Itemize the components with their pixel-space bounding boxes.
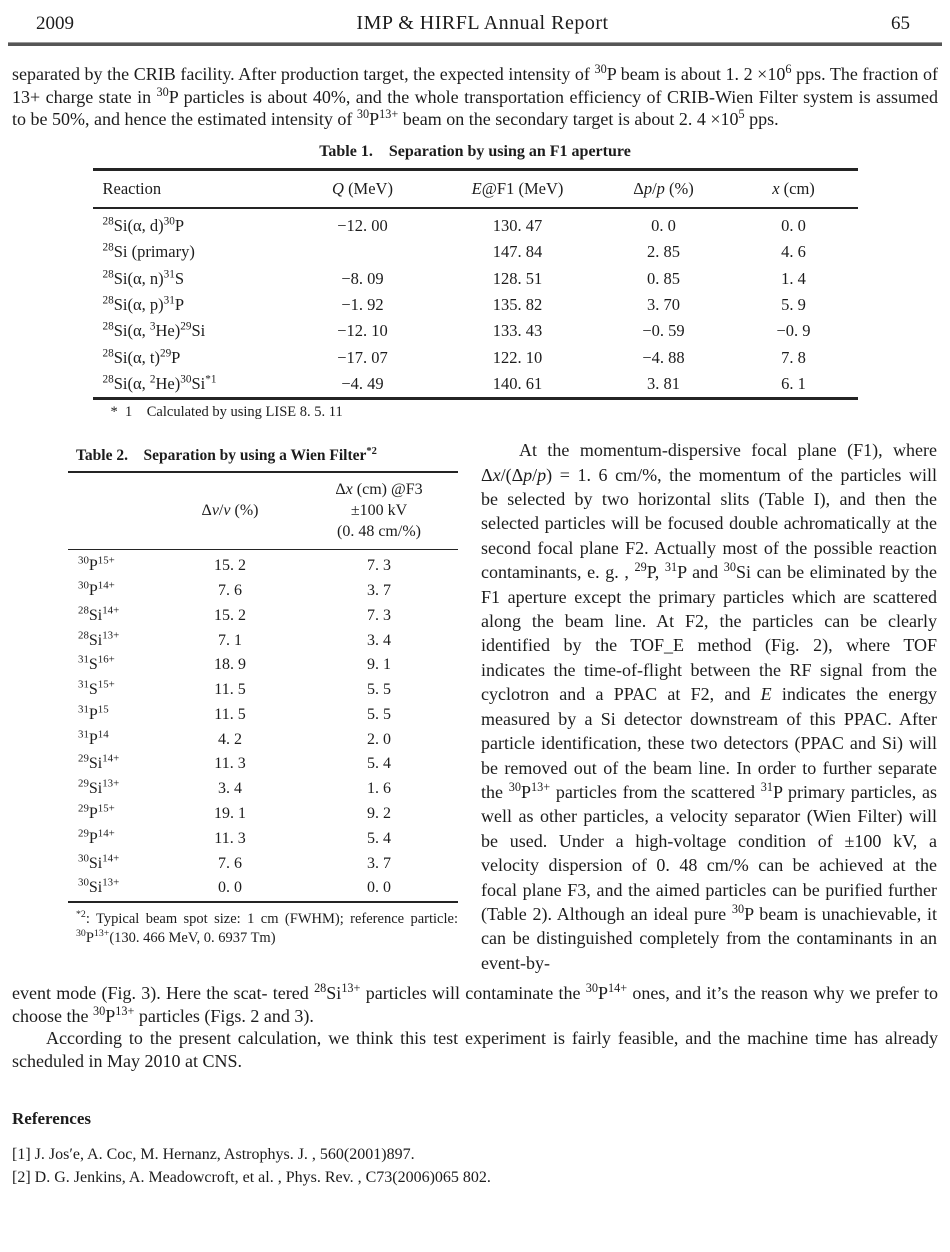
table-cell: −17. 07 (337, 347, 388, 367)
table-cell: 11. 3 (214, 829, 246, 847)
table-cell: −0. 9 (776, 321, 811, 341)
column-header-ef1: E@F1 (MeV) (438, 169, 598, 208)
table-cell: 0. 0 (651, 215, 676, 235)
table-cell: 122. 10 (492, 347, 543, 367)
bottom-section (12, 982, 938, 1072)
table-row (68, 703, 458, 728)
table-cell: 15. 2 (214, 606, 246, 624)
table-row (68, 550, 458, 579)
table-row (68, 752, 458, 777)
table-cell: −12. 00 (337, 215, 388, 235)
table-cell: 2. 85 (647, 242, 680, 262)
table-cell: $^{28}$Si(α, t)$^{29}$P (102, 347, 181, 367)
table-cell: $^{28}$Si (primary) (102, 241, 195, 262)
references-section (12, 1109, 938, 1189)
table-row (68, 876, 458, 902)
table-cell: 11. 3 (214, 755, 246, 773)
table-cell: −4. 88 (642, 347, 685, 367)
table-cell: $^{29}P^{14+}$ (78, 827, 115, 847)
table-cell: 19. 1 (214, 805, 246, 823)
left-column (13, 437, 459, 975)
table-cell: 140. 61 (492, 374, 543, 394)
table-cell: 7. 6 (218, 582, 242, 599)
table-cell: 7. 3 (367, 557, 391, 575)
table-cell: $^{30}Si^{13+}$ (78, 877, 120, 897)
table-cell: 7. 8 (781, 347, 806, 367)
dx-header-line3: (0. 48 cm/%) (337, 523, 421, 541)
table-cell: 3. 4 (218, 780, 242, 798)
table-cell: 7. 3 (367, 606, 391, 624)
table-cell: 1. 4 (781, 268, 806, 288)
table-row (93, 292, 858, 318)
table-cell: $^{28}Si^{14+}$ (78, 604, 120, 624)
table-cell: 9. 2 (367, 805, 391, 823)
table-cell: $^{28}$Si(α, n)$^{31}$S (102, 268, 185, 288)
table-row (68, 826, 458, 851)
table-cell: $^{28}Si^{13+}$ (78, 629, 120, 649)
table-cell: 0. 0 (781, 215, 806, 235)
table-cell: 128. 51 (492, 268, 543, 288)
table1-footnote: * 1 Calculated by using LISE 8. 5. 11 (110, 404, 343, 421)
table2 (68, 471, 458, 903)
table-row (93, 208, 858, 239)
references-heading: References (12, 1108, 91, 1128)
table-cell: 18. 9 (214, 656, 246, 674)
table-cell: $^{29}P^{15+}$ (78, 802, 115, 823)
column-header-reaction: Reaction (93, 169, 288, 208)
reference-item: [2] D. G. Jenkins, A. Meadowcroft, et al. , Phys. Rev. , C73(2006)065 802. (12, 1168, 491, 1186)
table-cell: 4. 2 (218, 730, 242, 748)
table-cell: $^{30}P^{14+}$ (78, 579, 115, 599)
table-row (68, 653, 458, 678)
table-cell: $^{30}Si^{14+}$ (78, 852, 120, 872)
table-cell: 0. 85 (647, 268, 680, 288)
column-header-dpp: Δp/p (%) (598, 169, 730, 208)
table-cell: −1. 92 (341, 294, 384, 314)
header-year: 2009 (36, 13, 74, 34)
report-title: IMP & HIRFL Annual Report (356, 12, 609, 34)
table-row (93, 344, 858, 370)
bottom-paragraph-1: event mode (Fig. 3). Here the scat- tered $^{28}Si^{13+}$ particles will contaminate the $^{30}P^{14+}$ ones, and it’s the reason why we prefer to choose the $^{30}P^{13+}$ particles (Figs. 2 and 3). (12, 981, 938, 1026)
table-cell: 3. 81 (647, 374, 680, 394)
dx-header-line2: ±100 kV (350, 502, 408, 520)
right-column-paragraph: At the momentum-dispersive focal plane (F1), where Δx/(Δp/p) = 1. 6 cm/%, the momentum of the particles will be selected by two horizontal slits (Table I), and then the selected particles will be focused double achromatically at the second focal plane F2. Actually most of the possible reaction contaminants, e. g. , $^{29}$P, $^{31}$P and $^{30}$Si can be eliminated by the F1 aperture except the primary particles which are scattered along the beam line. At F2, the particles can be clearly identified by the TOF_E method (Fig. 2), where TOF indicates the time-of-flight between the RF signal from the cyclotron and a PPAC at F2, and E indicates the energy measured by a Si detector downstream of this PPAC. After particle identification, these two detectors (PPAC and Si) will be removed out of the beam line. In order to further separate the $^{30}P^{13+}$ particles from the scattered $^{31}$P primary particles, as well as other particles, a velocity separator (Wien Filter) will be used. Under a high-voltage condition of ±100 kV, a velocity dispersion of 0. 48 cm/% can be achieved at the focal plane F3, and the aimed particles can be purified further (Table 2). Although an ideal pure $^{30}$P beam is unachievable, it can be distinguished completely from the contaminants in an event-by- (481, 440, 938, 973)
table-cell: −0. 59 (642, 321, 685, 341)
table1-section (93, 143, 858, 421)
table-cell: 5. 4 (367, 829, 391, 847)
table-cell: $^{29}Si^{14+}$ (78, 753, 120, 773)
table1-title: Table 1. Separation by using an F1 aperture (319, 142, 631, 160)
page-header (0, 0, 950, 42)
table2-section (68, 447, 458, 949)
column-header-q: Q (MeV) (288, 169, 438, 208)
table-cell: 4. 6 (781, 242, 806, 262)
column-header-x: x (cm) (730, 169, 858, 208)
table-cell: 15. 2 (214, 557, 246, 575)
table-row (68, 678, 458, 703)
table-row (68, 603, 458, 628)
table-cell: $^{28}$Si(α, d)$^{30}$P (102, 215, 185, 235)
table-cell: 1. 6 (367, 780, 391, 798)
table-row (68, 851, 458, 876)
table-cell: −12. 10 (337, 321, 388, 341)
column-header-dvv: Δv/v (%) (160, 472, 300, 550)
table2-title: Table 2. Separation by using a Wien Filter$^{*2}$ (76, 446, 377, 465)
table-row (93, 239, 858, 265)
table-cell: 5. 5 (367, 681, 391, 699)
table-cell: 3. 70 (647, 294, 680, 314)
table-cell: 5. 9 (781, 294, 806, 314)
intro-paragraph: separated by the CRIB facility. After production target, the expected intensity of $^{30}$P beam is about 1. $2 \times 10^6$ pps. The fraction of 13+ charge state in $^{30}$P particles is about 40%, and the whole transportation efficiency of CRIB-Wien Filter system is assumed to be 50%, and hence the estimated intensity of $^{30}P^{13+}$ beam on the secondary target is about 2. $4 \times 10^5$ pps. (12, 62, 939, 130)
table-cell: 133. 43 (492, 321, 543, 341)
header-rule (8, 42, 942, 46)
table-cell: $^{31}S^{16+}$ (78, 654, 115, 674)
dx-header-line1: Δx (cm) @F3 (335, 481, 423, 499)
table-cell: −4. 49 (341, 374, 384, 394)
table-cell: $^{31}S^{15+}$ (78, 678, 115, 699)
table-cell: $^{31}P^{15}$ (78, 703, 109, 723)
table1-header-row (93, 169, 858, 208)
table-cell: $^{28}$Si(α, p)$^{31}$P (102, 294, 185, 314)
table-cell: 5. 5 (367, 705, 391, 723)
table-row (93, 318, 858, 344)
reference-item: [1] J. Jos′e, A. Coc, M. Hernanz, Astrophys. J. , 560(2001)897. (12, 1145, 415, 1163)
table-cell: $^{28}$Si(α, $^3$He)$^{29}$Si (102, 320, 206, 341)
table-row (68, 777, 458, 802)
table-cell: 2. 0 (367, 730, 391, 748)
table-cell (288, 239, 438, 265)
table-cell: 3. 7 (367, 854, 391, 872)
table-row (93, 371, 858, 399)
column-header-dx-f3 (300, 472, 458, 550)
table2-footnote: $^{*2}$: Typical beam spot size: 1 cm (FWHM); reference particle: $^{30}P^{13+}(130$. 466 MeV, 0. 6937 Tm) (76, 908, 458, 947)
table-cell: 135. 82 (492, 294, 543, 314)
table-cell: $^{31}P^{14}$ (78, 728, 109, 748)
header-page-number: 65 (890, 13, 910, 34)
two-column-section (0, 437, 950, 975)
table-cell: 147. 84 (492, 242, 543, 262)
table-cell: 130. 47 (492, 215, 543, 235)
table-cell: 0. 0 (218, 879, 242, 897)
table2-header-row (68, 472, 458, 550)
table-cell: 7. 1 (218, 631, 242, 649)
table-cell: 7. 6 (218, 854, 242, 872)
table1 (93, 168, 858, 400)
table-cell: 3. 4 (367, 631, 391, 649)
table-cell: $^{28}$Si(α, $^2$He)$^{30}$Si$^{*1}$ (102, 373, 217, 394)
bottom-paragraph-2: According to the present calculation, we think this test experiment is fairly feasible, and the machine time has already scheduled in May 2010 at CNS. (12, 1028, 938, 1071)
table-cell: 3. 7 (367, 582, 391, 599)
table-row (68, 628, 458, 653)
right-column (481, 437, 937, 975)
table-row (68, 802, 458, 827)
table-row (68, 727, 458, 752)
table-cell: $^{29}Si^{13+}$ (78, 777, 120, 798)
table-cell: 9. 1 (367, 656, 391, 674)
table-row (68, 579, 458, 604)
column-header-species (68, 472, 160, 550)
table-cell: 5. 4 (367, 755, 391, 773)
table-cell: −8. 09 (341, 268, 384, 288)
table-cell: 6. 1 (781, 374, 806, 394)
table-cell: 11. 5 (214, 681, 246, 699)
table-row (93, 265, 858, 291)
table-cell: 0. 0 (367, 879, 391, 897)
table-cell: $^{30}P^{15+}$ (78, 554, 115, 575)
table-cell: 11. 5 (214, 705, 246, 723)
